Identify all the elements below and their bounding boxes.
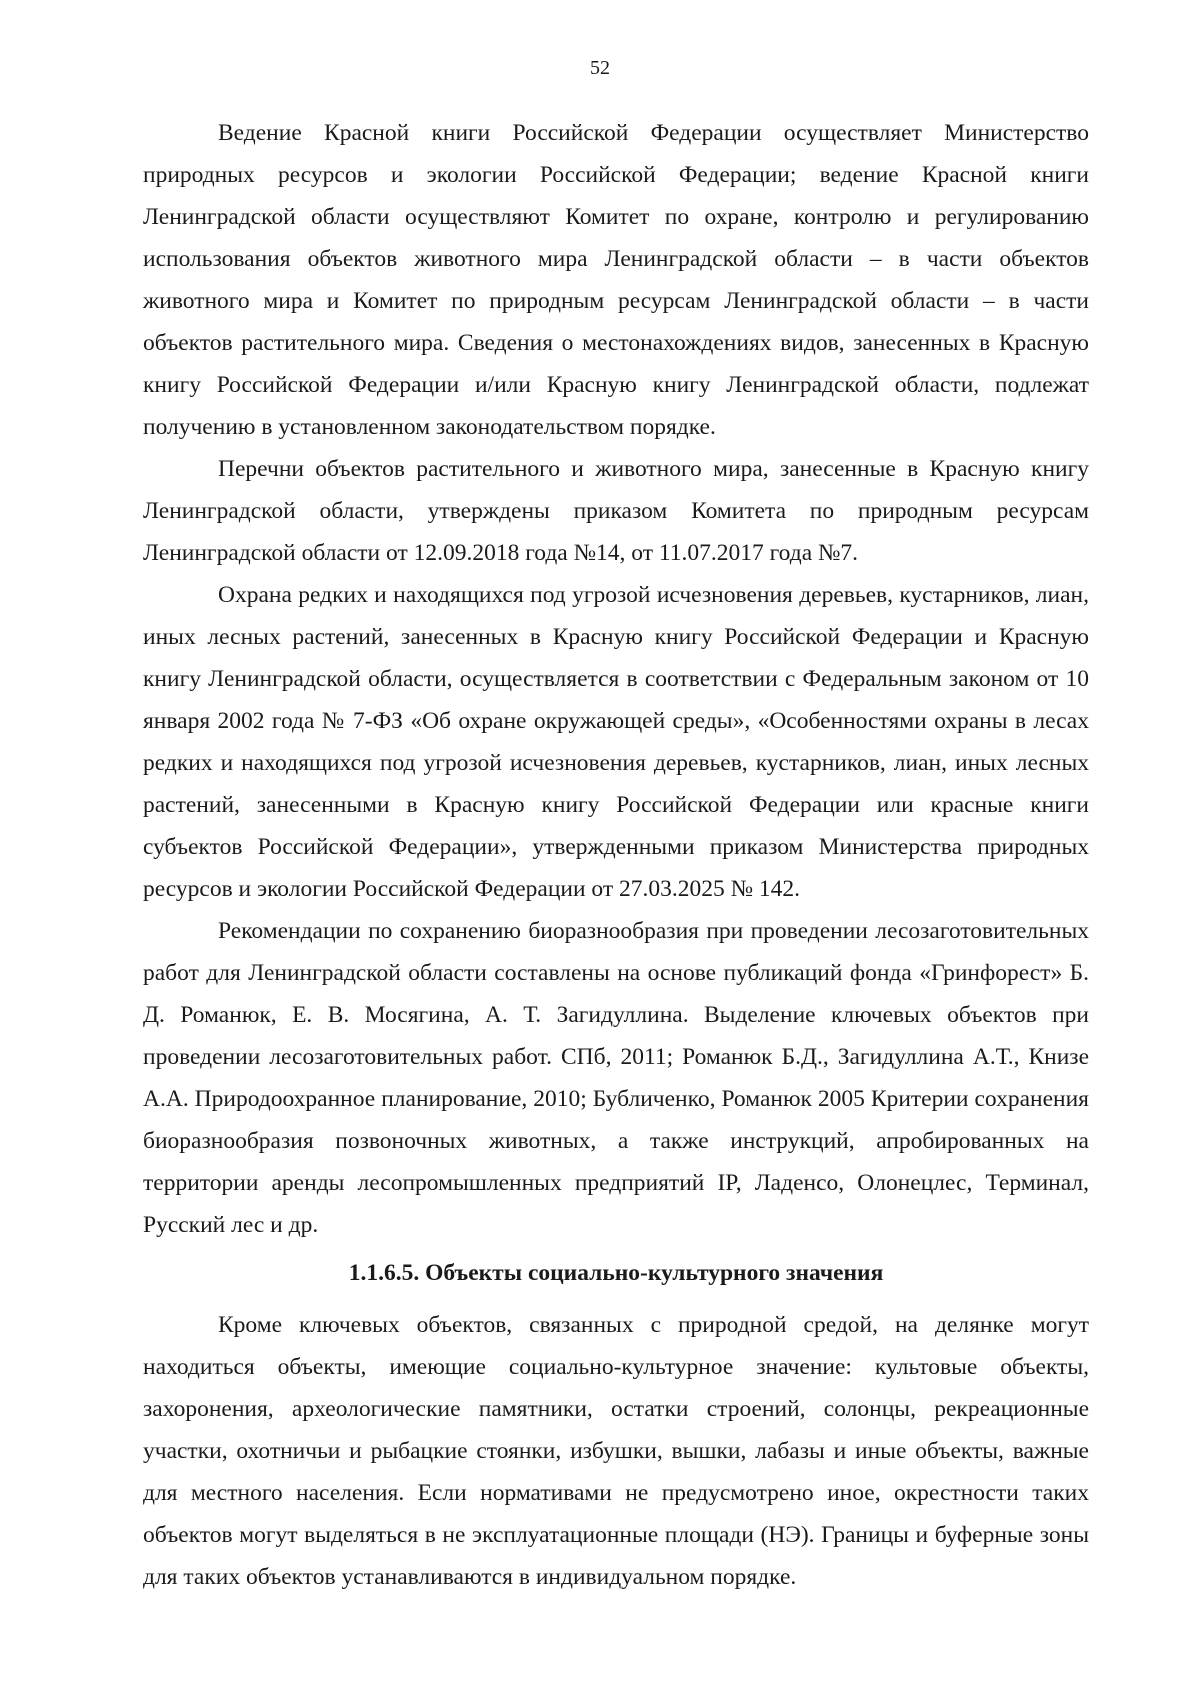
paragraph-biodiversity-recommendations: Рекомендации по сохранению биоразнообразия при проведении лесозаготовительных работ для Ленинградской области составлены на основе публикаций фонда «Гринфорест» Б. Д. Романюк, Е. В. Мосягина, А. Т. Загидуллина. Выделение ключевых объектов при проведении лесозаготовительных работ. СПб, 2011; Романюк Б.Д., Загидуллина А.Т., Книзе А.А. Природоохранное планирование, 2010; Бубличенко, Романюк 2005 Критерии сохранения биоразнообразия позвоночных животных, а также инструкций, апробированных на территории аренды лесопромышленных предприятий IP, Ладенсо, Олонецлес, Терминал, Русский лес и др.	[143, 918, 1089, 1238]
paragraph-red-book-management: Ведение Красной книги Российской Федерации осуществляет Министерство природных ресурсов и экологии Российской Федерации; ведение Красной книги Ленинградской области осуществляют Комитет по охране, контролю и регулированию использования объектов животного мира Ленинградской области – в части объектов животного мира и Комитет по природным ресурсам Ленинградской области – в части объектов растительного мира. Сведения о местонахождениях видов, занесенных в Красную книгу Российской Федерации и/или Красную книгу Ленинградской области, подлежат получению в установленном законодательством порядке.	[143, 120, 1089, 440]
paragraph-social-cultural-objects: Кроме ключевых объектов, связанных с природной средой, на делянке могут находиться объекты, имеющие социально-культурное значение: культовые объекты, захоронения, археологические памятники, остатки строений, солонцы, рекреационные участки, охотничьи и рыбацкие стоянки, избушки, вышки, лабазы и иные объекты, важные для местного населения. Если нормативами не предусмотрено иное, окрестности таких объектов могут выделяться в не эксплуатационные площади (НЭ). Границы и буферные зоны для таких объектов устанавливаются в индивидуальном порядке.	[143, 1312, 1089, 1590]
page-number: 52	[590, 57, 610, 79]
paragraph-rare-species-protection: Охрана редких и находящихся под угрозой исчезновения деревьев, кустарников, лиан, иных лесных растений, занесенных в Красную книгу Российской Федерации и Красную книгу Ленинградской области, осуществляется в соответствии с Федеральным законом от 10 января 2002 года № 7-ФЗ «Об охране окружающей среды», «Особенностями охраны в лесах редких и находящихся под угрозой исчезновения деревьев, кустарников, лиан, иных лесных растений, занесенными в Красную книгу Российской Федерации или красные книги субъектов Российской Федерации», утвержденными приказом Министерства природных ресурсов и экологии Российской Федерации от 27.03.2025 № 142.	[143, 582, 1089, 902]
paragraph-red-book-lists: Перечни объектов растительного и животного мира, занесенные в Красную книгу Ленинградской области, утверждены приказом Комитета по природным ресурсам Ленинградской области от 12.09.2018 года №14, от 11.07.2017 года №7.	[143, 456, 1089, 566]
document-body	[143, 112, 1089, 1598]
section-heading: 1.1.6.5. Объекты социально-культурного значения	[348, 1260, 884, 1286]
